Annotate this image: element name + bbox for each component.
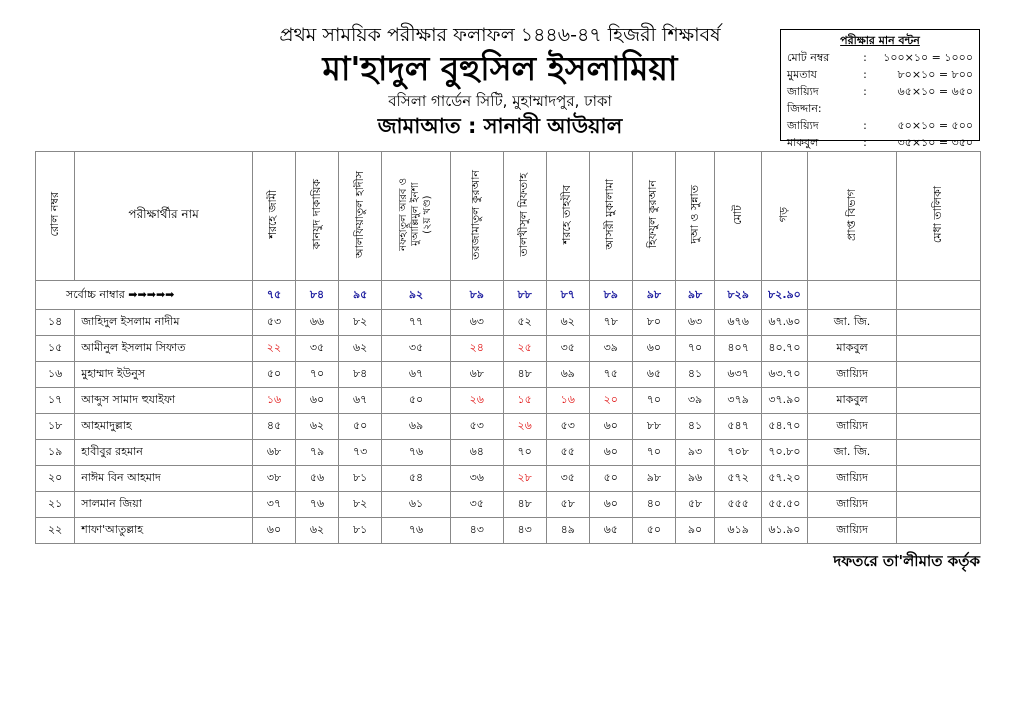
column-header — [715, 152, 762, 281]
student-name: আহমাদুল্লাহ — [75, 414, 253, 440]
average-marks: ৩৭.৯০ — [762, 388, 808, 414]
subject-mark: ৪১ — [675, 362, 714, 388]
subject-mark: ৪৩ — [450, 518, 503, 544]
subject-mark: ৬৩ — [675, 310, 714, 336]
subject-mark: ৬০ — [589, 414, 632, 440]
grade-value: ৫০×১০ = ৫০০ — [897, 119, 973, 132]
column-header-label: পরীক্ষার্থীর নাম — [128, 207, 199, 221]
division: জায়্যিদ — [807, 492, 897, 518]
merit-position — [897, 362, 981, 388]
division: জা. জি. — [807, 310, 897, 336]
subject-mark: ৩৭ — [252, 492, 295, 518]
merit-position — [897, 310, 981, 336]
merit-position — [897, 388, 981, 414]
grade-distribution-box — [780, 29, 980, 149]
grade-row — [787, 134, 973, 151]
roll-number: ১৯ — [36, 440, 75, 466]
subject-mark: ৬১ — [382, 492, 451, 518]
subject-mark: ৩৫ — [546, 336, 589, 362]
student-name: মুহাম্মাদ ইউনুস — [75, 362, 253, 388]
highest-marks-row — [36, 281, 981, 310]
student-name: আমীনুল ইসলাম সিফাত — [75, 336, 253, 362]
column-header — [36, 152, 75, 281]
total-marks: ৫৭২ — [715, 466, 762, 492]
grade-colon: : — [863, 68, 867, 81]
grade-label: মুমতায — [787, 68, 817, 81]
roll-number: ২০ — [36, 466, 75, 492]
column-header-label: রোল নম্বর — [47, 192, 61, 237]
subject-mark: ৮১ — [339, 518, 382, 544]
average-marks: ৭০.৮০ — [762, 440, 808, 466]
subject-mark: ৭৭ — [382, 310, 451, 336]
subject-mark: ৬৪ — [450, 440, 503, 466]
subject-mark: ৫০ — [339, 414, 382, 440]
subject-mark: ১৫ — [503, 388, 546, 414]
results-table — [35, 151, 981, 544]
table-row — [36, 388, 981, 414]
subject-mark: ৫৩ — [546, 414, 589, 440]
subject-mark: ২২ — [252, 336, 295, 362]
subject-mark: ৬০ — [589, 440, 632, 466]
subject-mark: ৪৯ — [546, 518, 589, 544]
merit-position — [897, 336, 981, 362]
grade-label: জায়্যিদ জিদ্দান: — [787, 85, 822, 115]
column-header — [252, 152, 295, 281]
subject-mark: ৬২ — [296, 518, 339, 544]
highest-value: ৯৫ — [339, 281, 382, 310]
column-header — [546, 152, 589, 281]
average-marks: ৫৫.৫০ — [762, 492, 808, 518]
table-row — [36, 492, 981, 518]
subject-mark: ৬২ — [546, 310, 589, 336]
highest-label: সর্বোচ্চ নাম্বার ➡➡➡➡➡ — [36, 281, 253, 310]
roll-number: ১৪ — [36, 310, 75, 336]
student-name: নাঈম বিন আহমাদ — [75, 466, 253, 492]
subject-mark: ৪৮ — [503, 362, 546, 388]
subject-mark: ৫০ — [252, 362, 295, 388]
subject-mark: ৫০ — [589, 466, 632, 492]
roll-number: ১৫ — [36, 336, 75, 362]
institution-address: বসিলা গার্ডেন সিটি, মুহাম্মাদপুর, ঢাকা — [388, 92, 612, 110]
highest-value: ৭৫ — [252, 281, 295, 310]
subject-mark: ৩৫ — [450, 492, 503, 518]
grade-colon: : — [863, 136, 867, 149]
subject-mark: ৫৬ — [296, 466, 339, 492]
grade-label: জায়্যিদ — [787, 119, 819, 132]
subject-mark: ৭৫ — [589, 362, 632, 388]
subject-mark: ৪০ — [632, 492, 675, 518]
subject-mark: ৬৮ — [450, 362, 503, 388]
subject-mark: ৪৩ — [503, 518, 546, 544]
subject-mark: ৫৮ — [675, 492, 714, 518]
column-header-label: প্রাপ্ত বিভাগ — [844, 188, 858, 241]
table-row — [36, 310, 981, 336]
subject-mark: ৫৮ — [546, 492, 589, 518]
column-header-label: শরহে তাহযীব — [560, 184, 574, 245]
roll-number: ২১ — [36, 492, 75, 518]
subject-mark: ৭০ — [296, 362, 339, 388]
subject-mark: ৬৫ — [632, 362, 675, 388]
grade-label: মোট নম্বর — [787, 51, 830, 64]
subject-mark: ৫০ — [382, 388, 451, 414]
subject-mark: ১৬ — [546, 388, 589, 414]
subject-mark: ৭০ — [503, 440, 546, 466]
subject-mark: ৯৩ — [675, 440, 714, 466]
subject-mark: ৪১ — [675, 414, 714, 440]
footer-signature: দফতরে তা'লীমাত কর্তৃক — [833, 552, 980, 570]
subject-mark: ৭৯ — [296, 440, 339, 466]
subject-mark: ৩৫ — [382, 336, 451, 362]
highest-value: ৮৪ — [296, 281, 339, 310]
table-row — [36, 518, 981, 544]
subject-mark: ৬৯ — [382, 414, 451, 440]
subject-mark: ৭৮ — [589, 310, 632, 336]
average-marks: ৬৩.৭০ — [762, 362, 808, 388]
subject-mark: ২৫ — [503, 336, 546, 362]
subject-mark: ৬৭ — [382, 362, 451, 388]
grade-row — [787, 49, 973, 66]
result-header — [230, 22, 770, 140]
column-header-label: হিফযুল কুরআন — [646, 180, 660, 249]
subject-mark: ৬০ — [632, 336, 675, 362]
subject-mark: ৬৬ — [296, 310, 339, 336]
highest-value: ৮৭ — [546, 281, 589, 310]
column-header — [589, 152, 632, 281]
highest-value: ৮২.৯০ — [762, 281, 808, 310]
column-header-label: আলফিয়াতুল হাদীস — [352, 171, 366, 258]
student-name: আব্দুস সামাদ হুযাইফা — [75, 388, 253, 414]
subject-mark: ৩৯ — [675, 388, 714, 414]
average-marks: ৫৭.২০ — [762, 466, 808, 492]
division: জা. জি. — [807, 440, 897, 466]
total-marks: ৫৫৫ — [715, 492, 762, 518]
total-marks: ৭০৮ — [715, 440, 762, 466]
table-row — [36, 466, 981, 492]
grade-row — [787, 83, 973, 117]
subject-mark: ২৪ — [450, 336, 503, 362]
grade-value: ৮০×১০ = ৮০০ — [897, 68, 973, 81]
subject-mark: ৮৪ — [339, 362, 382, 388]
total-marks: ৩৭৯ — [715, 388, 762, 414]
total-marks: ৬১৯ — [715, 518, 762, 544]
roll-number: ২২ — [36, 518, 75, 544]
grade-colon: : — [863, 119, 867, 132]
merit-position — [897, 440, 981, 466]
grade-colon: : — [863, 85, 867, 98]
subject-mark: ৩৫ — [546, 466, 589, 492]
subject-mark: ৫৫ — [546, 440, 589, 466]
column-header-label: মোট — [730, 204, 744, 225]
grade-colon: : — [863, 51, 867, 64]
average-marks: ৫৪.৭০ — [762, 414, 808, 440]
division: মাকবুল — [807, 336, 897, 362]
grade-value: ১০০×১০ = ১০০০ — [883, 51, 973, 64]
merit-position — [897, 466, 981, 492]
division: জায়্যিদ — [807, 414, 897, 440]
subject-mark: ৬২ — [296, 414, 339, 440]
column-header — [75, 152, 253, 281]
grade-value: ৩৫×১০ = ৩৫০ — [897, 136, 973, 149]
highest-value: ৯৮ — [675, 281, 714, 310]
highest-value: ৮৯ — [450, 281, 503, 310]
total-marks: ৫৪৭ — [715, 414, 762, 440]
column-header — [897, 152, 981, 281]
subject-mark: ৮২ — [339, 310, 382, 336]
merit-position — [897, 492, 981, 518]
column-header — [296, 152, 339, 281]
highest-value: ৮২৯ — [715, 281, 762, 310]
grade-value: ৬৫×১০ = ৬৫০ — [897, 85, 973, 98]
empty-cell — [807, 281, 897, 310]
subject-mark: ৮০ — [632, 310, 675, 336]
average-marks: ৬১.৯০ — [762, 518, 808, 544]
subject-mark: ৯৬ — [675, 466, 714, 492]
subject-mark: ২০ — [589, 388, 632, 414]
column-header — [450, 152, 503, 281]
grade-row — [787, 117, 973, 134]
column-header-label: তালখীসুল মিফতাহ — [517, 172, 531, 257]
division: জায়্যিদ — [807, 362, 897, 388]
subject-mark: ৭০ — [675, 336, 714, 362]
column-header-label: দুআ ও সুন্নাত — [687, 185, 701, 244]
column-header — [339, 152, 382, 281]
division: জায়্যিদ — [807, 466, 897, 492]
subject-mark: ৬৮ — [252, 440, 295, 466]
column-header — [675, 152, 714, 281]
subject-mark: ২৮ — [503, 466, 546, 492]
column-header — [503, 152, 546, 281]
grade-row — [787, 66, 973, 83]
total-marks: ৪০৭ — [715, 336, 762, 362]
subject-mark: ৬৯ — [546, 362, 589, 388]
highest-value: ৮৯ — [589, 281, 632, 310]
student-name: সালমান জিয়া — [75, 492, 253, 518]
column-header — [807, 152, 897, 281]
subject-mark: ৩৫ — [296, 336, 339, 362]
column-header — [762, 152, 808, 281]
table-row — [36, 336, 981, 362]
highest-value: ৯৮ — [632, 281, 675, 310]
subject-mark: ৬৩ — [450, 310, 503, 336]
subject-mark: ৩৬ — [450, 466, 503, 492]
column-header-label: তরজামাতুল কুরআন — [469, 169, 483, 260]
subject-mark: ৪৫ — [252, 414, 295, 440]
total-marks: ৬৭৬ — [715, 310, 762, 336]
institution-name: মা'হাদুল বুহুসিল ইসলামিয়া — [322, 49, 678, 88]
subject-mark: ৬০ — [296, 388, 339, 414]
roll-number: ১৭ — [36, 388, 75, 414]
subject-mark: ৯০ — [675, 518, 714, 544]
subject-mark: ৭০ — [632, 388, 675, 414]
subject-mark: ৬০ — [589, 492, 632, 518]
empty-cell — [897, 281, 981, 310]
subject-mark: ৭৩ — [339, 440, 382, 466]
highest-value: ৮৮ — [503, 281, 546, 310]
merit-position — [897, 518, 981, 544]
subject-mark: ৫৪ — [382, 466, 451, 492]
table-row — [36, 414, 981, 440]
exam-title: প্রথম সাময়িক পরীক্ষার ফলাফল ১৪৪৬-৪৭ হিজরী শিক্ষাবর্ষ — [279, 24, 721, 46]
column-header-label: মেধা তালিকা — [931, 185, 945, 244]
subject-mark: ১৬ — [252, 388, 295, 414]
table-row — [36, 362, 981, 388]
subject-mark: ৮৮ — [632, 414, 675, 440]
subject-mark: ৫০ — [632, 518, 675, 544]
subject-mark: ৯৮ — [632, 466, 675, 492]
student-name: শাফা'আতুল্লাহ — [75, 518, 253, 544]
subject-mark: ৬৭ — [339, 388, 382, 414]
subject-mark: ৭৬ — [382, 518, 451, 544]
subject-mark: ৭০ — [632, 440, 675, 466]
column-header-label: গড় — [776, 206, 790, 223]
column-header — [632, 152, 675, 281]
subject-mark: ৬০ — [252, 518, 295, 544]
subject-mark: ৫৩ — [252, 310, 295, 336]
student-name: হাবীবুর রহমান — [75, 440, 253, 466]
subject-mark: ৮১ — [339, 466, 382, 492]
subject-mark: ৪৮ — [503, 492, 546, 518]
grade-label: মাকবুল — [787, 136, 819, 149]
division: মাকবুল — [807, 388, 897, 414]
table-row — [36, 440, 981, 466]
subject-mark: ৮২ — [339, 492, 382, 518]
subject-mark: ৩৮ — [252, 466, 295, 492]
merit-position — [897, 414, 981, 440]
total-marks: ৬৩৭ — [715, 362, 762, 388]
column-header — [382, 152, 451, 281]
division: জায়্যিদ — [807, 518, 897, 544]
highest-value: ৯২ — [382, 281, 451, 310]
subject-mark: ২৬ — [450, 388, 503, 414]
roll-number: ১৮ — [36, 414, 75, 440]
subject-mark: ৬৫ — [589, 518, 632, 544]
student-name: জাহিদুল ইসলাম নাদীম — [75, 310, 253, 336]
average-marks: ৬৭.৬০ — [762, 310, 808, 336]
subject-mark: ৭৬ — [382, 440, 451, 466]
class-name: জামাআত : সানাবী আউয়াল — [377, 114, 623, 138]
grade-box-title: পরীক্ষার মান বন্টন — [840, 34, 920, 47]
roll-number: ১৬ — [36, 362, 75, 388]
column-header-label: শরহে জামী — [266, 190, 280, 239]
column-header-label: নফহাতুল আরব ও মুআল্লিমুল ইনশা (২য় খণ্ড) — [398, 178, 434, 251]
column-header-label: আসরী মুকালামা — [603, 179, 617, 250]
subject-mark: ২৬ — [503, 414, 546, 440]
subject-mark: ৫২ — [503, 310, 546, 336]
subject-mark: ৭৬ — [296, 492, 339, 518]
subject-mark: ৬২ — [339, 336, 382, 362]
average-marks: ৪০.৭০ — [762, 336, 808, 362]
subject-mark: ৩৯ — [589, 336, 632, 362]
subject-mark: ৫৩ — [450, 414, 503, 440]
column-header-label: কানযুদ দাকায়িক — [309, 179, 323, 250]
